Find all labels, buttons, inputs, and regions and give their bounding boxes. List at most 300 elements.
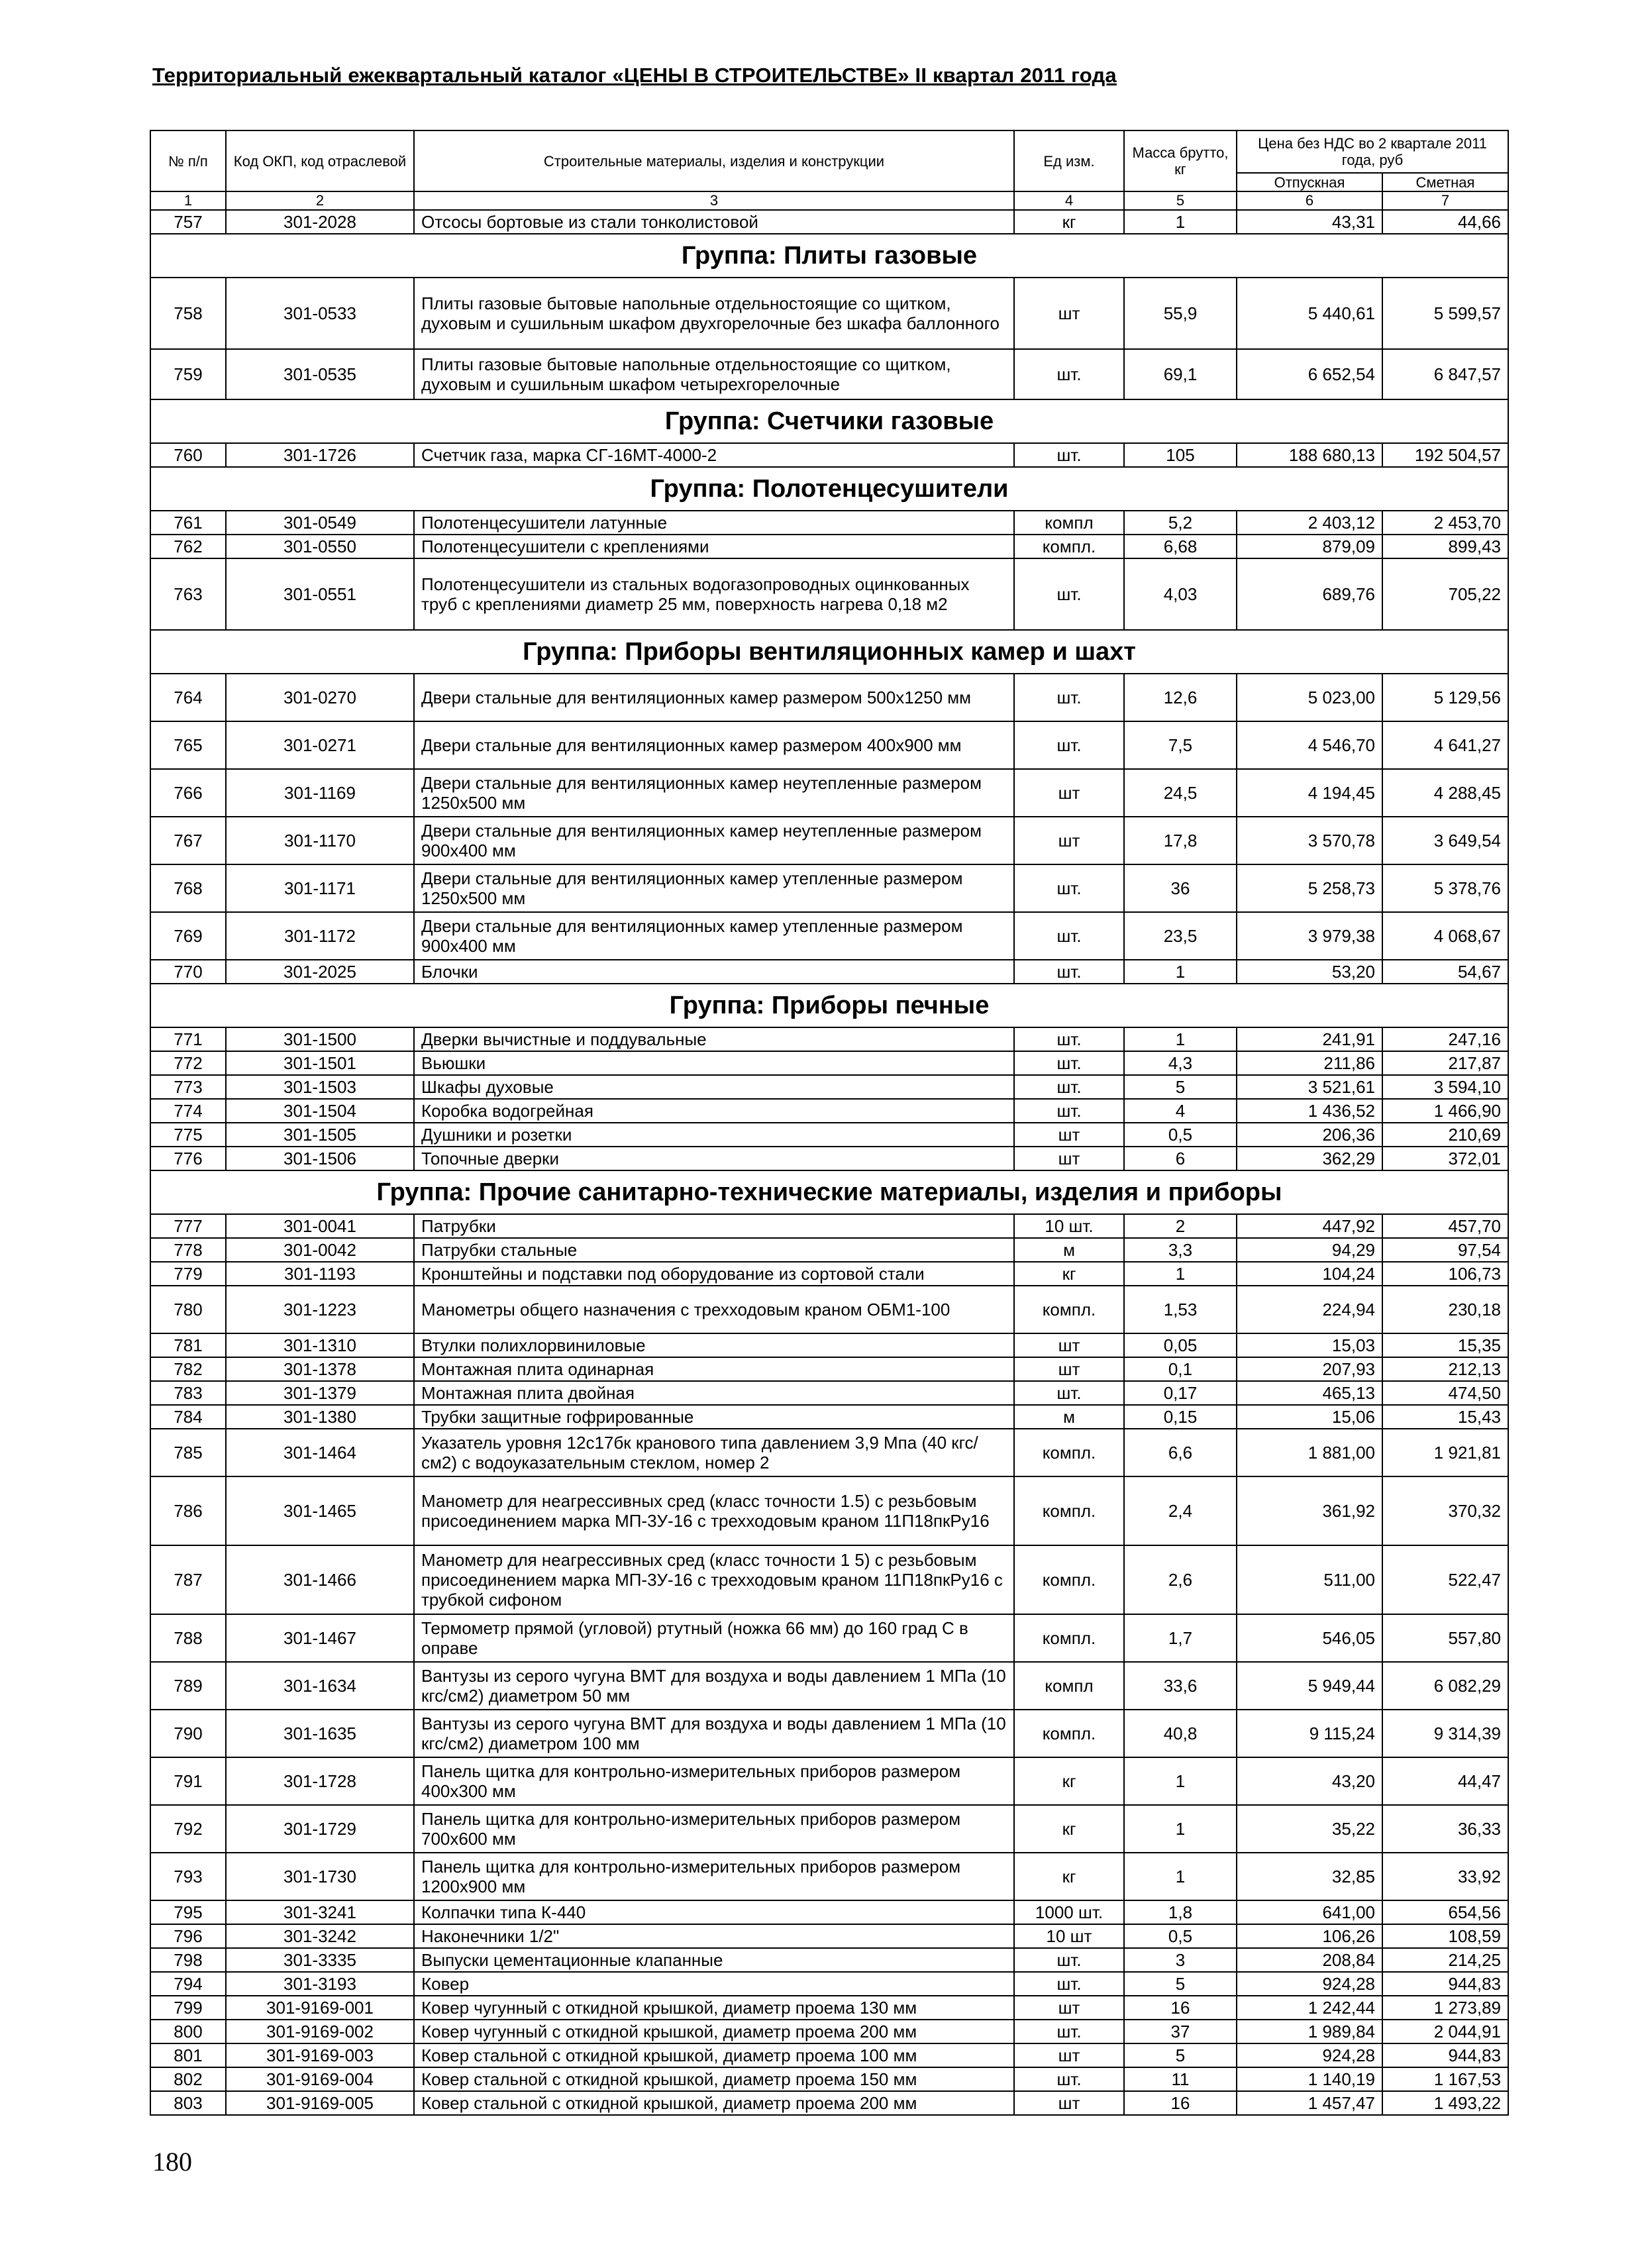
table-row: [150, 1286, 1508, 1333]
item-name: Топочные дверки: [414, 1147, 1014, 1170]
table-row: [150, 1757, 1508, 1805]
table-row: [150, 2091, 1508, 2115]
item-name: Панель щитка для контрольно-измерительных приборов размером 400х300 мм: [414, 1757, 1014, 1805]
item-mass: 7,5: [1124, 721, 1237, 769]
group-header-row: [150, 399, 1508, 443]
item-name: Плиты газовые бытовые напольные отдельностоящие со щитком, духовым и сушильным шкафом двухгорелочные без шкафа баллонного: [414, 278, 1014, 349]
item-mass: 2,6: [1124, 1545, 1237, 1614]
item-price-estimate: 1 273,89: [1382, 1996, 1508, 2020]
item-price-release: 188 680,13: [1237, 443, 1382, 467]
table-row: [150, 558, 1508, 630]
table-row: [150, 2043, 1508, 2067]
item-mass: 1: [1124, 1027, 1237, 1051]
item-price-release: 1 436,52: [1237, 1099, 1382, 1123]
item-name: Вантузы из серого чугуна ВМТ для воздуха и воды давлением 1 МПа (10 кгс/см2) диаметром 100 мм: [414, 1710, 1014, 1757]
item-code: 301-1464: [226, 1429, 414, 1476]
header-mass: Масса брутто, кг: [1124, 130, 1237, 191]
table-row: [150, 2020, 1508, 2043]
item-unit: шт.: [1014, 1381, 1124, 1405]
item-price-release: 689,76: [1237, 558, 1382, 630]
column-number: 1: [150, 191, 226, 210]
table-row: [150, 1262, 1508, 1286]
item-mass: 0,17: [1124, 1381, 1237, 1405]
item-mass: 37: [1124, 2020, 1237, 2043]
table-row: [150, 1099, 1508, 1123]
item-price-estimate: 522,47: [1382, 1545, 1508, 1614]
table-row: [150, 349, 1508, 399]
table-body: [150, 210, 1508, 2115]
item-name: Блочки: [414, 960, 1014, 984]
item-name: Душники и розетки: [414, 1123, 1014, 1147]
item-number: 766: [150, 769, 226, 817]
item-number: 763: [150, 558, 226, 630]
item-unit: шт: [1014, 278, 1124, 349]
item-name: Двери стальные для вентиляционных камер утепленные размером 900х400 мм: [414, 912, 1014, 960]
item-name: Втулки полихлорвиниловые: [414, 1333, 1014, 1357]
item-code: 301-9169-002: [226, 2020, 414, 2043]
item-name: Манометры общего назначения с трехходовым краном ОБМ1-100: [414, 1286, 1014, 1333]
item-mass: 24,5: [1124, 769, 1237, 817]
item-code: 301-1169: [226, 769, 414, 817]
item-mass: 5: [1124, 1972, 1237, 1996]
item-unit: шт.: [1014, 1027, 1124, 1051]
item-price-release: 1 140,19: [1237, 2067, 1382, 2091]
item-unit: компл: [1014, 1662, 1124, 1710]
item-name: Монтажная плита двойная: [414, 1381, 1014, 1405]
item-mass: 0,5: [1124, 1924, 1237, 1948]
table-row: [150, 1381, 1508, 1405]
item-code: 301-0270: [226, 674, 414, 721]
item-price-release: 6 652,54: [1237, 349, 1382, 399]
table-row: [150, 511, 1508, 535]
item-price-estimate: 54,67: [1382, 960, 1508, 984]
item-price-estimate: 212,13: [1382, 1357, 1508, 1381]
item-mass: 0,5: [1124, 1123, 1237, 1147]
item-mass: 23,5: [1124, 912, 1237, 960]
item-price-release: 9 115,24: [1237, 1710, 1382, 1757]
item-name: Вьюшки: [414, 1051, 1014, 1075]
item-price-release: 15,06: [1237, 1405, 1382, 1429]
item-unit: кг: [1014, 1853, 1124, 1900]
item-mass: 11: [1124, 2067, 1237, 2091]
item-mass: 0,15: [1124, 1405, 1237, 1429]
item-number: 780: [150, 1286, 226, 1333]
item-mass: 4,03: [1124, 558, 1237, 630]
item-mass: 69,1: [1124, 349, 1237, 399]
group-title: Группа: Счетчики газовые: [150, 399, 1508, 443]
header-num: № п/п: [150, 130, 226, 191]
item-code: 301-1223: [226, 1286, 414, 1333]
table-row: [150, 1051, 1508, 1075]
group-title: Группа: Плиты газовые: [150, 234, 1508, 278]
table-row: [150, 817, 1508, 864]
item-code: 301-1728: [226, 1757, 414, 1805]
item-price-release: 224,94: [1237, 1286, 1382, 1333]
item-code: 301-1501: [226, 1051, 414, 1075]
column-number: 4: [1014, 191, 1124, 210]
item-code: 301-0042: [226, 1238, 414, 1262]
item-number: 778: [150, 1238, 226, 1262]
item-number: 767: [150, 817, 226, 864]
table-row: [150, 912, 1508, 960]
item-mass: 1,7: [1124, 1614, 1237, 1662]
item-number: 768: [150, 864, 226, 912]
item-number: 770: [150, 960, 226, 984]
table-row: [150, 1238, 1508, 1262]
table-row: [150, 1214, 1508, 1238]
price-table: [150, 130, 1509, 2116]
item-mass: 1: [1124, 1805, 1237, 1853]
table-row: [150, 1948, 1508, 1972]
item-code: 301-1171: [226, 864, 414, 912]
header-price: Цена без НДС во 2 квартале 2011 года, руб: [1237, 130, 1508, 173]
item-unit: компл.: [1014, 1545, 1124, 1614]
item-unit: кг: [1014, 1757, 1124, 1805]
item-mass: 1: [1124, 1262, 1237, 1286]
item-unit: компл.: [1014, 1614, 1124, 1662]
item-price-release: 2 403,12: [1237, 511, 1382, 535]
item-unit: 10 шт: [1014, 1924, 1124, 1948]
table-row: [150, 1662, 1508, 1710]
item-number: 794: [150, 1972, 226, 1996]
table-row: [150, 1972, 1508, 1996]
item-code: 301-9169-003: [226, 2043, 414, 2067]
item-name: Выпуски цементационные клапанные: [414, 1948, 1014, 1972]
table-row: [150, 1405, 1508, 1429]
item-price-release: 35,22: [1237, 1805, 1382, 1853]
item-mass: 12,6: [1124, 674, 1237, 721]
item-price-estimate: 2 044,91: [1382, 2020, 1508, 2043]
item-unit: шт.: [1014, 1099, 1124, 1123]
table-row: [150, 1357, 1508, 1381]
item-price-estimate: 1 921,81: [1382, 1429, 1508, 1476]
item-unit: шт.: [1014, 721, 1124, 769]
item-unit: шт: [1014, 817, 1124, 864]
table-row: [150, 1710, 1508, 1757]
group-title: Группа: Приборы вентиляционных камер и шахт: [150, 630, 1508, 674]
item-mass: 16: [1124, 2091, 1237, 2115]
item-unit: шт.: [1014, 558, 1124, 630]
header-unit: Ед изм.: [1014, 130, 1124, 191]
item-name: Трубки защитные гофрированные: [414, 1405, 1014, 1429]
item-price-estimate: 97,54: [1382, 1238, 1508, 1262]
item-price-release: 361,92: [1237, 1476, 1382, 1545]
item-unit: шт.: [1014, 1051, 1124, 1075]
column-number: 3: [414, 191, 1014, 210]
item-mass: 2,4: [1124, 1476, 1237, 1545]
item-mass: 6,68: [1124, 535, 1237, 558]
item-unit: 10 шт.: [1014, 1214, 1124, 1238]
item-number: 774: [150, 1099, 226, 1123]
item-price-estimate: 108,59: [1382, 1924, 1508, 1948]
item-code: 301-1467: [226, 1614, 414, 1662]
item-code: 301-1504: [226, 1099, 414, 1123]
item-code: 301-1506: [226, 1147, 414, 1170]
item-price-estimate: 5 129,56: [1382, 674, 1508, 721]
item-unit: компл.: [1014, 1286, 1124, 1333]
item-unit: шт: [1014, 1357, 1124, 1381]
table-row: [150, 1900, 1508, 1924]
item-code: 301-1380: [226, 1405, 414, 1429]
item-name: Ковер чугунный с откидной крышкой, диаметр проема 130 мм: [414, 1996, 1014, 2020]
item-mass: 5: [1124, 1075, 1237, 1099]
item-mass: 6,6: [1124, 1429, 1237, 1476]
item-number: 792: [150, 1805, 226, 1853]
item-name: Счетчик газа, марка СГ-16МТ-4000-2: [414, 443, 1014, 467]
item-price-release: 546,05: [1237, 1614, 1382, 1662]
item-number: 796: [150, 1924, 226, 1948]
column-number: 2: [226, 191, 414, 210]
item-name: Ковер стальной с откидной крышкой, диаметр проема 100 мм: [414, 2043, 1014, 2067]
item-code: 301-1730: [226, 1853, 414, 1900]
item-number: 788: [150, 1614, 226, 1662]
item-unit: м: [1014, 1238, 1124, 1262]
item-mass: 3: [1124, 1948, 1237, 1972]
item-name: Патрубки: [414, 1214, 1014, 1238]
item-code: 301-1500: [226, 1027, 414, 1051]
item-price-estimate: 3 649,54: [1382, 817, 1508, 864]
column-number: 5: [1124, 191, 1237, 210]
item-price-estimate: 106,73: [1382, 1262, 1508, 1286]
item-name: Вантузы из серого чугуна ВМТ для воздуха и воды давлением 1 МПа (10 кгс/см2) диаметром 50 мм: [414, 1662, 1014, 1710]
item-price-release: 447,92: [1237, 1214, 1382, 1238]
item-price-release: 207,93: [1237, 1357, 1382, 1381]
group-title: Группа: Полотенцесушители: [150, 467, 1508, 511]
item-price-release: 511,00: [1237, 1545, 1382, 1614]
table-row: [150, 535, 1508, 558]
item-unit: кг: [1014, 210, 1124, 234]
item-price-estimate: 4 288,45: [1382, 769, 1508, 817]
item-price-estimate: 33,92: [1382, 1853, 1508, 1900]
item-unit: шт: [1014, 769, 1124, 817]
item-mass: 1,53: [1124, 1286, 1237, 1333]
item-code: 301-3193: [226, 1972, 414, 1996]
item-number: 786: [150, 1476, 226, 1545]
item-number: 800: [150, 2020, 226, 2043]
item-number: 782: [150, 1357, 226, 1381]
item-number: 801: [150, 2043, 226, 2067]
item-price-release: 641,00: [1237, 1900, 1382, 1924]
item-price-release: 211,86: [1237, 1051, 1382, 1075]
item-number: 758: [150, 278, 226, 349]
table-row: [150, 1333, 1508, 1357]
item-code: 301-1193: [226, 1262, 414, 1286]
item-unit: шт.: [1014, 912, 1124, 960]
item-price-estimate: 44,66: [1382, 210, 1508, 234]
item-name: Патрубки стальные: [414, 1238, 1014, 1262]
item-price-estimate: 192 504,57: [1382, 443, 1508, 467]
item-unit: компл.: [1014, 1429, 1124, 1476]
item-price-estimate: 36,33: [1382, 1805, 1508, 1853]
item-unit: шт: [1014, 2091, 1124, 2115]
page-number: 180: [152, 2147, 192, 2177]
item-price-release: 3 521,61: [1237, 1075, 1382, 1099]
table-row: [150, 960, 1508, 984]
item-price-estimate: 230,18: [1382, 1286, 1508, 1333]
item-unit: шт: [1014, 2043, 1124, 2067]
table-row: [150, 674, 1508, 721]
item-number: 771: [150, 1027, 226, 1051]
item-mass: 0,05: [1124, 1333, 1237, 1357]
item-unit: 1000 шт.: [1014, 1900, 1124, 1924]
header-price-estimate: Сметная: [1382, 173, 1508, 191]
column-number-row: [150, 191, 1508, 210]
item-unit: шт: [1014, 1996, 1124, 2020]
item-name: Двери стальные для вентиляционных камер неутепленные размером 900х400 мм: [414, 817, 1014, 864]
group-header-row: [150, 467, 1508, 511]
item-unit: м: [1014, 1405, 1124, 1429]
item-code: 301-0533: [226, 278, 414, 349]
item-number: 791: [150, 1757, 226, 1805]
item-code: 301-3242: [226, 1924, 414, 1948]
item-price-estimate: 6 847,57: [1382, 349, 1508, 399]
item-number: 765: [150, 721, 226, 769]
item-code: 301-1726: [226, 443, 414, 467]
item-price-release: 15,03: [1237, 1333, 1382, 1357]
item-name: Двери стальные для вентиляционных камер утепленные размером 1250х500 мм: [414, 864, 1014, 912]
item-code: 301-9169-001: [226, 1996, 414, 2020]
item-number: 787: [150, 1545, 226, 1614]
item-name: Двери стальные для вентиляционных камер размером 500х1250 мм: [414, 674, 1014, 721]
item-code: 301-0041: [226, 1214, 414, 1238]
item-code: 301-1729: [226, 1805, 414, 1853]
item-name: Ковер стальной с откидной крышкой, диаметр проема 200 мм: [414, 2091, 1014, 2115]
table-row: [150, 1147, 1508, 1170]
item-name: Указатель уровня 12с17бк кранового типа давлением 3,9 Мпа (40 кгс/см2) с водоуказательным стеклом, номер 2: [414, 1429, 1014, 1476]
item-mass: 4,3: [1124, 1051, 1237, 1075]
item-code: 301-1634: [226, 1662, 414, 1710]
item-price-estimate: 4 068,67: [1382, 912, 1508, 960]
table-row: [150, 864, 1508, 912]
item-price-release: 5 023,00: [1237, 674, 1382, 721]
item-price-release: 43,31: [1237, 210, 1382, 234]
item-name: Манометр для неагрессивных сред (класс точности 1 5) с резьбовым присоединением марка МП-3У-16 с трехходовым краном 11П18пкРу16 с трубкой сифоном: [414, 1545, 1014, 1614]
item-mass: 40,8: [1124, 1710, 1237, 1757]
item-mass: 0,1: [1124, 1357, 1237, 1381]
item-code: 301-2028: [226, 210, 414, 234]
item-name: Термометр прямой (угловой) ртутный (ножка 66 мм) до 160 град С в оправе: [414, 1614, 1014, 1662]
item-code: 301-0550: [226, 535, 414, 558]
table-row: [150, 1853, 1508, 1900]
table-row: [150, 210, 1508, 234]
item-number: 781: [150, 1333, 226, 1357]
table-row: [150, 1805, 1508, 1853]
item-unit: компл.: [1014, 1710, 1124, 1757]
item-unit: компл: [1014, 511, 1124, 535]
group-title: Группа: Прочие санитарно-технические материалы, изделия и приборы: [150, 1170, 1508, 1214]
item-number: 785: [150, 1429, 226, 1476]
item-mass: 1,8: [1124, 1900, 1237, 1924]
item-name: Панель щитка для контрольно-измерительных приборов размером 1200х900 мм: [414, 1853, 1014, 1900]
item-price-estimate: 1 466,90: [1382, 1099, 1508, 1123]
item-price-release: 104,24: [1237, 1262, 1382, 1286]
table-row: [150, 769, 1508, 817]
item-price-estimate: 944,83: [1382, 2043, 1508, 2067]
item-code: 301-1465: [226, 1476, 414, 1545]
item-code: 301-2025: [226, 960, 414, 984]
item-code: 301-0551: [226, 558, 414, 630]
item-price-release: 43,20: [1237, 1757, 1382, 1805]
item-price-estimate: 6 082,29: [1382, 1662, 1508, 1710]
item-price-estimate: 3 594,10: [1382, 1075, 1508, 1099]
item-name: Монтажная плита одинарная: [414, 1357, 1014, 1381]
item-price-release: 362,29: [1237, 1147, 1382, 1170]
item-price-estimate: 372,01: [1382, 1147, 1508, 1170]
item-price-release: 241,91: [1237, 1027, 1382, 1051]
item-price-estimate: 5 599,57: [1382, 278, 1508, 349]
item-number: 790: [150, 1710, 226, 1757]
item-number: 761: [150, 511, 226, 535]
item-number: 777: [150, 1214, 226, 1238]
item-name: Дверки вычистные и поддувальные: [414, 1027, 1014, 1051]
item-name: Полотенцесушители латунные: [414, 511, 1014, 535]
item-code: 301-1505: [226, 1123, 414, 1147]
item-unit: шт.: [1014, 2020, 1124, 2043]
item-price-release: 208,84: [1237, 1948, 1382, 1972]
item-code: 301-3241: [226, 1900, 414, 1924]
item-number: 772: [150, 1051, 226, 1075]
item-number: 769: [150, 912, 226, 960]
header-name: Строительные материалы, изделия и конструкции: [414, 130, 1014, 191]
item-code: 301-1170: [226, 817, 414, 864]
item-unit: шт: [1014, 1333, 1124, 1357]
item-number: 783: [150, 1381, 226, 1405]
item-code: 301-0535: [226, 349, 414, 399]
item-unit: шт: [1014, 1123, 1124, 1147]
item-code: 301-9169-004: [226, 2067, 414, 2091]
item-name: Полотенцесушители с креплениями: [414, 535, 1014, 558]
item-price-estimate: 944,83: [1382, 1972, 1508, 1996]
item-price-release: 5 440,61: [1237, 278, 1382, 349]
item-number: 784: [150, 1405, 226, 1429]
item-mass: 1: [1124, 960, 1237, 984]
item-number: 775: [150, 1123, 226, 1147]
item-price-estimate: 557,80: [1382, 1614, 1508, 1662]
item-name: Отсосы бортовые из стали тонколистовой: [414, 210, 1014, 234]
table-row: [150, 1996, 1508, 2020]
item-name: Ковер стальной с откидной крышкой, диаметр проема 150 мм: [414, 2067, 1014, 2091]
item-unit: шт.: [1014, 443, 1124, 467]
item-price-estimate: 5 378,76: [1382, 864, 1508, 912]
item-mass: 55,9: [1124, 278, 1237, 349]
item-number: 793: [150, 1853, 226, 1900]
item-price-release: 1 457,47: [1237, 2091, 1382, 2115]
item-price-estimate: 9 314,39: [1382, 1710, 1508, 1757]
item-mass: 4: [1124, 1099, 1237, 1123]
item-number: 757: [150, 210, 226, 234]
group-header-row: [150, 1170, 1508, 1214]
item-price-estimate: 1 493,22: [1382, 2091, 1508, 2115]
item-mass: 3,3: [1124, 1238, 1237, 1262]
item-number: 789: [150, 1662, 226, 1710]
item-mass: 105: [1124, 443, 1237, 467]
column-number: 6: [1237, 191, 1382, 210]
item-number: 799: [150, 1996, 226, 2020]
item-price-release: 924,28: [1237, 1972, 1382, 1996]
item-name: Ковер: [414, 1972, 1014, 1996]
item-price-release: 32,85: [1237, 1853, 1382, 1900]
item-name: Колпачки типа К-440: [414, 1900, 1014, 1924]
table-row: [150, 1545, 1508, 1614]
item-price-release: 924,28: [1237, 2043, 1382, 2067]
item-unit: шт.: [1014, 674, 1124, 721]
item-mass: 1: [1124, 210, 1237, 234]
item-number: 803: [150, 2091, 226, 2115]
item-unit: кг: [1014, 1262, 1124, 1286]
item-number: 795: [150, 1900, 226, 1924]
item-price-estimate: 15,43: [1382, 1405, 1508, 1429]
item-number: 759: [150, 349, 226, 399]
